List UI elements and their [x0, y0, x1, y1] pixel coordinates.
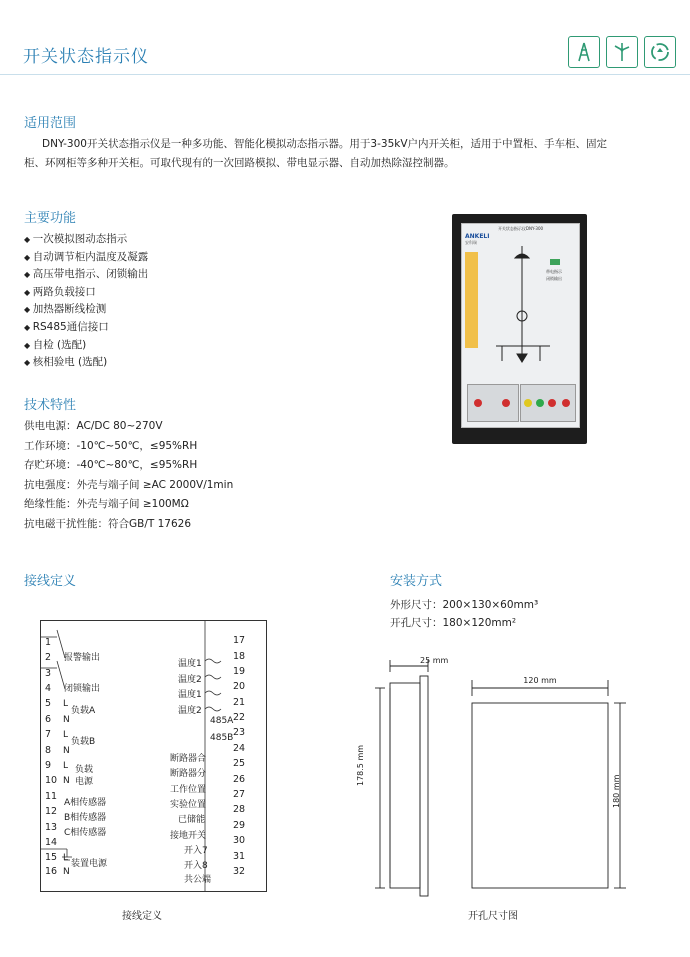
wiring-caption: 接线定义 [122, 911, 162, 922]
terminal-number: 27 [233, 789, 246, 800]
install-dimension-drawing [370, 648, 670, 898]
tower-icon [568, 36, 600, 68]
button-yellow [524, 399, 532, 407]
device-brand-sub: 安科瑞 [465, 240, 477, 245]
icon-group [568, 36, 676, 68]
usage-line2: 柜、环网柜等多种开关柜。可取代现有的一次回路模拟、带电显示器、自动加热除湿控制器。 [24, 157, 455, 169]
label-alarm: 报警输出 [64, 653, 101, 663]
install-caption: 开孔尺寸图 [468, 911, 518, 922]
button-red [548, 399, 556, 407]
list-item: ◆ 自检 (选配) [24, 337, 148, 355]
terminal-number: 23 [233, 727, 246, 738]
terminal-number: 20 [233, 681, 246, 692]
list-item: ◆ 一次模拟图动态指示 [24, 231, 148, 249]
label-temp1: 温度1 [178, 659, 202, 669]
terminal-number: 13 [45, 822, 58, 833]
terminal-number: 14 [45, 837, 58, 848]
terminal-number: 10 [45, 775, 58, 786]
label-breaker-close: 断路器合 [170, 754, 207, 764]
terminal-number: 26 [233, 774, 246, 785]
label-temp2: 温度2 [178, 675, 202, 685]
label-breaker-open: 断路器分 [170, 769, 207, 779]
device-panel [461, 223, 580, 428]
terminal-number: 11 [45, 791, 58, 802]
terminal-number: 22 [233, 712, 246, 723]
list-item: ◆ 加热器断线检测 [24, 301, 148, 319]
device-control-right [520, 384, 576, 422]
label-N: N [63, 746, 70, 756]
dim-depth: 25 mm [420, 656, 449, 665]
label-sensorA: A相传感器 [64, 798, 107, 808]
label-stored-energy: 已储能 [178, 815, 206, 825]
label-L: L [63, 853, 69, 863]
list-item: 抗电强度：外壳与端子间 ≥AC 2000V/1min [24, 478, 234, 491]
functions-list [24, 231, 148, 372]
list-item: 供电电源：AC/DC 80~270V [24, 420, 163, 432]
terminal-number: 30 [233, 835, 246, 846]
label-N: N [63, 776, 70, 786]
device-yellow-strip [465, 252, 478, 348]
terminal-number: 32 [233, 866, 246, 877]
device-side-text2: 闭锁输出 [546, 276, 562, 281]
tech-heading: 技术特性 [24, 398, 77, 413]
list-item: 工作环境：-10℃~50℃，≤95%RH [24, 439, 198, 452]
label-device-power: 装置电源 [71, 859, 108, 869]
device-side-text1: 带电指示 [546, 269, 562, 274]
dim-height: 178.5 mm [356, 744, 365, 786]
label-ground-switch: 接地开关 [170, 831, 207, 841]
label-L: L [63, 699, 69, 709]
list-item: 抗电磁干扰性能：符合GB/T 17626 [24, 517, 192, 530]
terminal-number: 1 [45, 637, 52, 648]
dim-width: 120 mm [523, 676, 557, 685]
device-mimic-diagram [482, 246, 562, 366]
label-temp1: 温度1 [178, 690, 202, 700]
label-loadA: 负载A [71, 706, 96, 716]
list-item: ◆ 自动调节柜内温度及凝露 [24, 249, 148, 267]
device-header: 开关状态指示仪DNY-300 [497, 226, 544, 231]
usage-heading: 适用范围 [24, 116, 77, 131]
label-N: N [63, 867, 70, 877]
install-size: 外形尺寸：200×130×60mm³ [390, 599, 539, 611]
terminal-number: 19 [233, 666, 246, 677]
label-loadB: 负载B [71, 737, 96, 747]
install-heading: 安装方式 [390, 574, 443, 589]
label-temp2: 温度2 [178, 706, 202, 716]
terminal-number: 12 [45, 806, 58, 817]
terminal-number: 9 [45, 760, 52, 771]
wiring-heading: 接线定义 [24, 574, 77, 589]
label-common: 共公端 [184, 875, 212, 885]
button-red [474, 399, 482, 407]
label-L: L [63, 730, 69, 740]
list-item: ◆ 核相验电 (选配) [24, 354, 148, 372]
terminal-number: 6 [45, 714, 52, 725]
terminal-number: 18 [233, 651, 246, 662]
label-load-power-2: 电源 [75, 777, 94, 787]
install-cut: 开孔尺寸：180×120mm² [390, 617, 517, 629]
label-input7: 开入7 [184, 846, 208, 856]
header-divider [0, 74, 690, 75]
label-sensorC: C相传感器 [64, 828, 107, 838]
label-lock: 闭锁输出 [64, 684, 101, 694]
label-485B: 485B [210, 733, 234, 743]
list-item: 存贮环境：-40℃~80℃，≤95%RH [24, 459, 198, 471]
device-control-left [467, 384, 519, 422]
recycle-icon [644, 36, 676, 68]
terminal-number: 4 [45, 683, 52, 694]
button-red [502, 399, 510, 407]
terminal-number: 29 [233, 820, 246, 831]
label-485A: 485A [210, 716, 234, 726]
terminal-number: 28 [233, 804, 246, 815]
device-photo [452, 214, 587, 444]
tech-list [24, 417, 233, 534]
terminal-number: 3 [45, 668, 52, 679]
usage-line1: DNY-300开关状态指示仪是一种多功能、智能化模拟动态指示器。用于3-35kV户内开关柜，适用于中置柜、手车柜、固定 [42, 138, 608, 150]
list-item: ◆ 高压带电指示、闭锁输出 [24, 266, 148, 284]
terminal-number: 31 [233, 851, 246, 862]
terminal-number: 17 [233, 635, 246, 646]
wind-turbine-icon [606, 36, 638, 68]
button-red [562, 399, 570, 407]
list-item: ◆ 两路负载接口 [24, 284, 148, 302]
label-test-position: 实验位置 [170, 800, 207, 810]
label-load-power-1: 负载 [75, 765, 94, 775]
terminal-number: 8 [45, 745, 52, 756]
functions-heading: 主要功能 [24, 211, 77, 226]
terminal-number: 2 [45, 652, 52, 663]
terminal-number: 15 [45, 852, 58, 863]
terminal-number: 5 [45, 698, 52, 709]
terminal-number: 21 [233, 697, 246, 708]
list-item: 绝缘性能：外壳与端子间 ≥100MΩ [24, 498, 189, 510]
label-L: L [63, 761, 69, 771]
device-brand: ANKELI [465, 233, 490, 240]
list-item: ◆ RS485通信接口 [24, 319, 148, 337]
terminal-number: 16 [45, 866, 58, 877]
terminal-number: 25 [233, 758, 246, 769]
dim-cut-height: 180 mm [612, 774, 621, 808]
label-input8: 开入8 [184, 861, 208, 871]
page-title: 开关状态指示仪 [23, 47, 149, 67]
terminal-number: 24 [233, 743, 246, 754]
button-green [536, 399, 544, 407]
terminal-number: 7 [45, 729, 52, 740]
label-N: N [63, 715, 70, 725]
label-sensorB: B相传感器 [64, 813, 107, 823]
label-work-position: 工作位置 [170, 785, 207, 795]
